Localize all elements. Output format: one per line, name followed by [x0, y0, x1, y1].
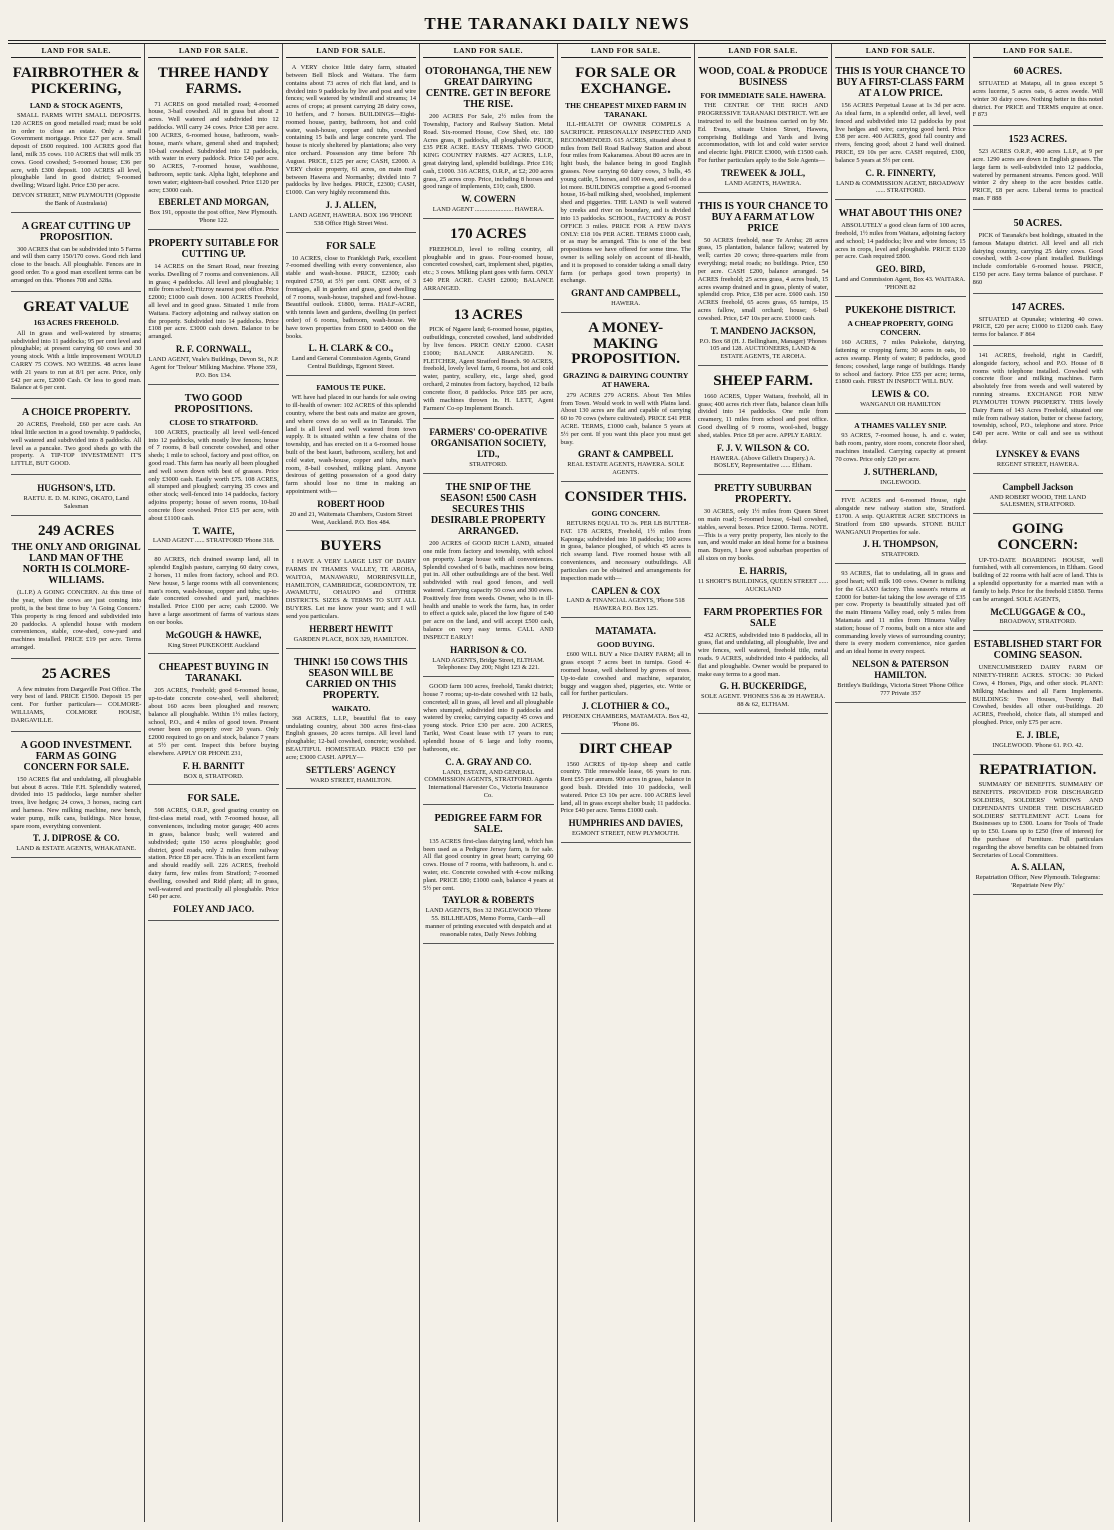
column-heading: LAND FOR SALE.	[561, 44, 691, 58]
ad-subheadline: A GREAT CUTTING UP PROPOSITION.	[21, 220, 131, 243]
agent-name: EBERLET AND MORGAN,	[158, 197, 269, 208]
classified-ad	[835, 494, 965, 564]
ad-subheadline: TWO GOOD PROPOSITIONS.	[174, 392, 253, 415]
agent-name: C. R. FINNERTY,	[865, 167, 936, 178]
classified-ad	[698, 196, 828, 366]
agent-address: STRATFORD.	[881, 551, 920, 559]
ad-body-text: 156 ACRES Perpetual Lease at 1s 3d per acre. As ideal farm, in a splendid order, all level, well fenced and subdivided into 12 paddocks by post live hedges and wire; carrying good herd. Price £38 per acre. 400 ACRES, good fall country and rivers, fencing good; about 2 hand well drained. PRICE, £9 10s per acre. CASH required, £300, balance 5 years at 5½ per cent.	[835, 102, 966, 164]
ad-body-text: 10 ACRES, close to Frankleigh Park, excellent 7-roomed dwelling with every convenience, also stable and wash-house. PRICE, £2300; cash required £750, at 5½ per cent. ONE acre, of 3 frontages, all in garden and grass, good dwelling of 7 rooms, wash-house, trapshed and fowl-house. Beautiful outlook. £1800, terms. HALF-ACRE, with tennis lawn and gardens, dwelling (in perfect order) of 6 rooms, bathroom, wash-house. We have town properties from £600 to £4000 on the books.	[285, 254, 417, 340]
classified-ad	[11, 295, 141, 400]
ad-caption: GOING CONCERN.	[591, 508, 660, 518]
ad-subheadline: PEDIGREE FARM FOR SALE.	[434, 812, 543, 835]
ad-body-text: 205 ACRES, Freehold; good 6-roomed house, up-to-date concrete cow-shed, well sheltered; about 160 acres been ploughed and resown; balance all ploughable. Within 1½ miles factory, school, P.O., and 4 miles of good town. Present owner been on property over 20 years. Only £2000 required to go on and stock, balance 7 years at 5½ per cent. Inspect this before buying elsewhere. APPLY OR PHONE 231,	[148, 687, 279, 757]
classified-ad	[148, 657, 278, 785]
ad-subheadline: A GOOD INVESTMENT. FARM AS GOING CONCERN FOR SALE.	[20, 739, 132, 773]
ad-subheadline: THIS IS YOUR CHANCE TO BUY A FARM AT LOW PRICE	[698, 200, 828, 234]
column-heading: LAND FOR SALE.	[423, 44, 553, 58]
classified-ad	[835, 417, 965, 491]
ad-body-text: SUMMARY OF BENEFITS. SUMMARY OF BENEFITS. PROVIDED FOR DISCHARGED SOLDIERS, SOLDIERS' WIDOWS AND DEPENDANTS UNDER THE DISCHARGED SOLDIERS' SETTLEMENT ACT. Loans for Businesses up to £300. Loans for Tools of Trade up to £50. Loans up to £250 (free of interest) for the purchase of Furniture. Full particulars regarding the above benefits can be obtained from Secretaries of Local Committees.	[972, 781, 1103, 859]
agent-name: R. F. CORNWALL,	[175, 344, 252, 355]
ad-body-text: 598 ACRES, O.R.P., good grazing country on first-class metal road, with 7-roomed house, all conveniences, including motor garage; 400 acres in grass, balance bush; well watered and subdivided; quite 150 acres ploughable; good district, good roads, only 2 miles from railway station. Price £8 per acre. This is an excellent farm and should readily sell. 226 ACRES, freehold dairy farm, few miles from Stratford; 7-roomed dwelling, cowshed and Ridd plant; all in grass, well-watered and practically all ploughable. Price £40 per acre.	[148, 807, 279, 901]
ad-subheadline: WOOD, COAL & PRODUCE BUSINESS	[698, 66, 828, 89]
classified-ad	[423, 680, 553, 805]
ad-caption: THE CHEAPEST MIXED FARM IN TARANAKI.	[565, 100, 687, 119]
ad-body-text: FIVE ACRES and 6-roomed House, right alongside new railway station site, Stratford. £1700. A snip. QUARTER ACRE SECTIONS in Stratford from £80 upwards. STONE BUILT WANGANUI Properties for sale.	[835, 497, 966, 536]
ad-subheadline: CHEAPEST BUYING IN TARANAKI.	[158, 662, 269, 685]
newspaper-title: THE TARANAKI DAILY NEWS	[424, 14, 690, 33]
column-heading: LAND FOR SALE.	[698, 44, 828, 58]
agent-name: McCLUGGAGE & CO.,	[990, 606, 1086, 617]
ad-caption: GOOD BUYING.	[596, 640, 655, 650]
column-heading: LAND FOR SALE.	[148, 44, 278, 58]
agent-name: Campbell Jackson	[1002, 481, 1074, 492]
classified-ad	[561, 61, 691, 313]
ad-headline: SHEEP FARM.	[713, 373, 813, 390]
ad-body-text: ABSOLUTELY a good clean farm of 100 acres, freehold, 1½ miles from Waitara, adjoining factory and school; 14 paddocks; live and wire fences; 15 acres in crops, level and ploughable. PRICE £120 per acre. Cash required £800.	[835, 222, 966, 261]
agent-address: BOX 8, STRATFORD.	[183, 772, 244, 780]
agent-address: AND ROBERT WOOD, THE LAND SALESMEN, STRATFORD.	[989, 493, 1086, 509]
classified-ad	[11, 216, 141, 292]
agent-name: HUMPHRIES AND DAVIES,	[568, 818, 683, 829]
classified-ad	[973, 517, 1103, 631]
ad-headline: 249 ACRES	[38, 522, 115, 539]
ad-body-text: 30 ACRES, only 1½ miles from Queen Street on main road; 5-roomed house, 6-bail cowshed, stables, several boxes. Price £2000. Terms. NOTE.—This is a very pretty property, lies nicely to the sun, and would make an ideal home for a business man. Buyers, I have good suburban properties of all sizes on my books.	[697, 508, 829, 563]
column-1	[8, 44, 145, 1522]
classified-ad	[423, 422, 553, 474]
advertisement-columns	[8, 43, 1106, 1522]
agent-address: LAND AGENTS, HAWERA.	[724, 179, 802, 187]
agent-address: Land and General Commission Agents, Grand Central Buildings, Egmont Street.	[291, 355, 411, 371]
classified-ad	[973, 758, 1103, 895]
classified-ad	[835, 567, 965, 703]
agent-name: McGOUGH & HAWKE,	[165, 629, 262, 640]
ad-body-text: RETURNS EQUAL TO 3s. PER LB BUTTER-FAT. 178 ACRES, Freehold, 1½ miles from Kaponga; subdivided into 18 paddocks; 100 acres in grass, balance ploughed, of which 45 acres is rich swamp land. Five roomed house with all conveniences, and necessary outbuildings. All particulars can be obtained and arrangements for inspection made with—	[560, 520, 691, 582]
ad-subheadline: FOR SALE.	[187, 793, 240, 805]
agent-address: INGLEWOOD.	[880, 478, 921, 486]
ad-body-text: 20 ACRES, Freehold, £60 per acre cash. An ideal little section in a good township. 9 paddocks, well watered and subdivided into 8 paddocks. All level as a pancake. Two good sheds go with the property. A TIP-TOP INVESTMENT! IT'S LITTLE, BUT GOOD.	[11, 421, 142, 468]
agent-address: Brittley's Buildings, Victoria Street 'Phone Office 777 Private 357	[837, 682, 964, 697]
classified-ad	[973, 477, 1103, 515]
agent-address: Box 191, opposite the post office, New Plymouth. 'Phone 122.	[149, 209, 278, 225]
agent-name: LEWIS & CO.	[871, 389, 930, 400]
ad-subheadline: THIS IS YOUR CHANCE TO BUY A FIRST-CLASS FARM AT A LOW PRICE.	[835, 66, 966, 100]
classified-ad	[698, 602, 828, 714]
ad-headline: REPATRIATION.	[979, 761, 1097, 778]
agent-address: HAWERA. (Above Gillett's Drapery.) A. BOSLEY, Representative ...... Eltham.	[710, 454, 816, 470]
agent-address: INGLEWOOD. 'Phone 61. P.O. 42.	[992, 741, 1084, 749]
classified-ad	[835, 61, 965, 200]
classified-ad	[561, 485, 691, 618]
agent-name: TREWEEK & JOLL,	[720, 167, 806, 178]
column-8	[970, 44, 1106, 1522]
ad-caption: A CHEAP PROPERTY, GOING CONCERN.	[847, 318, 954, 338]
ad-body-text: UP-TO-DATE BOARDING HOUSE, well furnished, with all conveniences, in Eltham. Good building of 22 rooms with half acre of land. This is a splendid opportunity for a married man with a family to help. Price for the freehold £1850. Terms can be arranged. SOLE AGENTS,	[972, 556, 1103, 603]
ad-body-text: 50 ACRES freehold, near Te Aroha; 28 acres grass, 15 plantation, balance fallow; watered by well; carries 20 cows; three-quarters mile from everything; metal roads; no buildings. Price, £50 per acre. CASH £200, balance arranged. 54 ACRES freehold; 25 acres grass, 4 acres bush, 15 acres swamp drained and in grass, plenty of water, splendid crop. Price, £38 per acre. £600 cash. 150 ACRES freehold, 65 acres grass, 65 turnips, 15 acres fallow, small orchard; house; 6-bail cowshed. Price, £47 10s per acre. £1000 cash.	[697, 236, 829, 322]
agent-name: T. MANDENO JACKSON,	[710, 325, 816, 336]
ad-headline: 13 ACRES	[453, 306, 523, 323]
agent-address: LAND AGENT ........................ HAWERA.	[432, 206, 544, 214]
ad-subheadline: A CHOICE PROPERTY.	[21, 407, 131, 419]
ad-body-text: I HAVE A VERY LARGE LIST OF DAIRY FARMS IN THAMES VALLEY, TE AROHA, WAITOA, MANAWARU, MORRINSVILLE, HAMILTON, CAMBRIDGE, GORDONTON, TE AWAMUTU, OHAUPO and OTHER DISTRICTS. SIZES & TERMS TO SUIT ALL BUYERS. Let me know your want; and I will send you particulars.	[285, 558, 417, 620]
agent-name: W. COWERN	[461, 194, 516, 205]
ad-subheadline: THE SNIP OF THE SEASON! £500 CASH SECURES THIS DESIRABLE PROPERTY ARRANGED.	[430, 482, 546, 538]
agent-address: LAND AGENTS, Box 32 INGLEWOOD 'Phone 55. BILLHEADS, Memo Forms, Cards—all manner of printing executed with despatch and at reasonable rates, Daily News Jobbing	[425, 907, 552, 938]
ad-subheadline: MATAMATA.	[595, 626, 656, 638]
ad-subheadline: PRETTY SUBURBAN PROPERTY.	[714, 483, 812, 506]
ad-body-text: 93 ACRES, 7-roomed house, h. and c. water, bath room, pantry, store room, concrete floor shed, machines installed. Carrying capacity at present 70 cows. Price only £20 per acre.	[835, 432, 966, 463]
ad-body-text: 300 ACRES that can be subdivided into 5 Farms and will then carry 150/170 cows. Good rich land close to the beach. All ploughable. Fences are in good order. To a good man excellent terms can be arranged on this. 'Phones 708 and 328a.	[11, 245, 142, 284]
classified-ad	[423, 222, 553, 300]
agent-address: EGMONT STREET, NEW PLYMOUTH.	[571, 830, 680, 838]
agent-name: FARMERS' CO-OPERATIVE ORGANISATION SOCIETY, LTD.,	[429, 427, 548, 460]
agent-address: SOLE AGENT. 'PHONES 536 & 39 HAWERA. 88 & 62, ELTHAM.	[701, 693, 826, 709]
ad-subheadline: PUKEKOHE DISTRICT.	[845, 304, 956, 316]
ad-caption: LAND & STOCK AGENTS,	[29, 100, 123, 110]
ad-caption: FOR IMMEDIATE SALE. HAWERA.	[700, 91, 826, 101]
ad-body-text: 523 ACRES O.R.P., 400 acres L.I.P., at 9 per acre. 1290 acres are down in English grasses. The large farm is well-subdivided into 12 paddocks, watered by permanent streams. Fences good. Will winter 2 dry sheep to the acre besides cattle. PRICE, £8 per acre. Liberal terms to practical man. F 888	[972, 148, 1103, 203]
agent-name: J. SUTHERLAND,	[863, 466, 938, 477]
column-3	[283, 44, 420, 1522]
ad-body-text: 141 ACRES, freehold, right in Cardiff, alongside factory, school and P.O. House of 8 rooms with telephone installed. Cowshed with concrete floor and milking machines. Farm absolutely free from weeds and well watered by running streams. EXCHANGE FOR NEW PLYMOUTH TOWN PROPERTY. THIS lovely Dairy Farm of 143 Acres Freehold, situated one mile from railway station, butter or cheese factory, township, school, P.O., telephone and store. Price £40 per acre. Write or call and see us without delay.	[972, 352, 1103, 445]
agent-name: GRANT & CAMPBELL	[578, 449, 674, 460]
column-6	[695, 44, 832, 1522]
agent-name: GRANT AND CAMPBELL,	[571, 288, 681, 299]
classified-ad	[148, 61, 278, 230]
ad-body-text: 160 ACRES, 7 miles Pukekohe, dairying, fattening or cropping farm; 30 acres in oats, 10 acres swamp. Plenty of water; 8 paddocks, good fences; cowshed, large range of buildings. Handy to school and factory. Price £55 per acre; terms, £1800 cash. FIRST IN INSPECT WILL BUY.	[835, 339, 966, 386]
column-4	[420, 44, 557, 1522]
classified-ad	[973, 213, 1103, 294]
ad-caption: WAIKATO.	[331, 703, 371, 713]
ad-caption: CLOSE TO STRATFORD.	[169, 417, 258, 427]
ad-body-text: ILL-HEALTH OF OWNER COMPELS A SACRIFICE. PERSONALLY INSPECTED AND RECOMMENDED. 615 ACRES, situated about 8 miles from Bell Road Railway Station and about four miles from Kakaramea. About 80 acres are in light bush, the balance being in good English grasses. Now carrying 60 dairy cows, 3 bulls, 45 young cattle, 5 horses, and 100 ewes, and will do a lot more. BUILDINGS comprise a good 6-roomed house, 16-bail milking shed, woolshed, implement shed and piggeries. THE LAND is well watered by creeks and river on boundary, and is divided into 13 paddocks. SCHOOL, FACTORY & POST OFFICE 3 miles. PRICE FOR A FEW DAYS ONLY: £18 10s PER ACRE. TERMS £1000 cash, or as may be arranged. This is one of the best propositions we have offered for some time. The owner is selling solely on account of ill-health, and it is proposed to consider taking a small dairy farm (or perhaps good town property) in exchange.	[560, 121, 691, 285]
agent-address: Land and Commission Agent, Box 43. WAITARA. 'PHONE 82	[835, 276, 966, 292]
classified-ad	[835, 203, 965, 297]
ad-subheadline: 147 ACRES.	[1011, 301, 1065, 313]
ad-subheadline: 60 ACRES.	[1013, 66, 1062, 78]
classified-ad	[11, 478, 141, 516]
column-heading: LAND FOR SALE.	[286, 44, 416, 58]
classified-ad	[148, 388, 278, 551]
classified-ad	[11, 735, 141, 858]
ad-caption: GRAZING & DAIRYING COUNTRY AT HAWERA.	[562, 371, 689, 390]
ad-caption: FAMOUS TE PUKE.	[316, 383, 386, 393]
ad-subheadline: PROPERTY SUITABLE FOR CUTTING UP.	[148, 237, 279, 260]
agent-address: DEVON STREET, NEW PLYMOUTH (Opposite the Bank of Australasia)	[12, 192, 141, 207]
ad-body-text: 279 ACRES 279 ACRES. About Ten Miles from Town. Would work in well with Plains land. About 130 acres are flat and capable of carrying 60 to 70 cows (where cultivated). PRICE £41 PER ACRE. TERMS, £1000 cash, balance 5 years at 5½ per cent. If you want this place you must get busy.	[560, 391, 691, 446]
agent-name: LYNSKEY & EVANS	[995, 448, 1080, 459]
agent-name: J. CLOTHIER & CO.,	[581, 701, 670, 712]
ad-body-text: A few minutes from Dargaville Post Office. The very best of land. PRICE £1500. Deposit 15 per cent. For further particulars— COLMORE-WILLIAMS, COLMORE HOUSE, DARGAVILLE.	[11, 685, 142, 724]
ad-subheadline: THINK! 150 COWS THIS SEASON WILL BE CARRIED ON THIS PROPERTY.	[294, 656, 408, 701]
ad-body-text: (L.I.P.) A GOING CONCERN. At this time of the year, when the cows are just coming into profit, is the best time to buy 'A Going Concern.' This property is ring fenced and subdivided into 20 paddocks. A splendid house with modern conveniences, stable, cow-shed, cow-yard and machines installed. PRICE £19 per acre. Terms arranged.	[11, 589, 142, 652]
ad-body-text: SMALL FARMS WITH SMALL DEPOSITS. 120 ACRES on good metalled road; must be sold in order to close an estate. Only a small Government mortgage. Price £27 per acre. Small deposit of £600 required. 100 ACRES good flat land, milk 35 cows. 110 ACRES that will milk 35 cows. Good cowshed; 5-roomed house; £36 per acre, with £300 deposit. 100 ACRES all level, ploughable land in good district; 9-roomed dwelling; Wizard light. Price £30 per acre.	[11, 111, 142, 190]
agent-address: LAND & FINANCIAL AGENTS, 'Phone 518 HAWERA P.O. Box 125.	[566, 597, 685, 613]
classified-ad	[698, 478, 828, 598]
ad-headline: GOING CONCERN:	[997, 521, 1079, 553]
classified-ad	[698, 61, 828, 193]
agent-name: NELSON & PATERSON HAMILTON.	[852, 659, 949, 681]
ad-caption: A THAMES VALLEY SNIP.	[854, 421, 947, 431]
agent-name: HERBERT HEWITT	[309, 623, 393, 634]
agent-address: WARD STREET, HAMILTON.	[310, 776, 392, 784]
agent-name: ROBERT HOOD	[317, 498, 385, 509]
classified-ad	[973, 129, 1103, 210]
ad-headline: FOR SALE OR EXCHANGE.	[575, 65, 677, 97]
ad-headline: GREAT VALUE	[23, 298, 130, 315]
ad-body-text: 368 ACRES, L.I.P., beautiful flat to easy undulating country, about 300 acres first-class English grasses, 20 acres turnips. All level land ploughable; 12-bail cowshed, concrete; woolshed. BEAUTIFUL HOMESTEAD. PRICE £50 per acre; £3000 CASH. APPLY—	[285, 714, 417, 761]
agent-name: SETTLERS' AGENCY	[306, 764, 396, 775]
agent-address: STRATFORD.	[469, 461, 508, 469]
ad-body-text: GOOD farm 100 acres, freehold, Taraki district; house 7 rooms; up-to-date cowshed with 12 bails, concreted; all in grass, all level and all ploughable when stumped, subdivided into 8 paddocks and watered by creeks; carrying capacity 45 cows and young stock. Price £30 per acre. 200 ACRES, Tariki, West Coast lease with 17 years to run; splendid house of 6 large and lofty rooms, bathroom, etc.	[423, 683, 554, 753]
ad-subheadline: THE ONLY AND ORIGINAL LAND MAN OF THE NORTH IS COLMORE-WILLIAMS.	[11, 542, 141, 587]
agent-address: HAWERA.	[611, 300, 641, 308]
column-7	[832, 44, 969, 1522]
agent-address: LAND AGENT ...... STRATFORD 'Phone 318.	[152, 537, 275, 545]
classified-ad	[286, 652, 416, 790]
ad-body-text: 135 ACRES first-class dairying land, which has been used as a Pedigree Jersey farm, is for sale. All flat good country in great heart; carrying 60 cows. House of 7 rooms, with bathroom, h. and c. water, etc. Concrete cowshed with 4-cow milking plant. PRICE £80; £1000 cash, balance 4 years at 5½ per cent.	[423, 837, 554, 892]
masthead	[8, 6, 1106, 41]
agent-address: REGENT STREET, HAWERA.	[996, 460, 1079, 468]
agent-name: HUGHSON'S, LTD.	[37, 483, 116, 494]
ad-body-text: THE CENTRE OF THE RICH AND PROGRESSIVE TARANAKI DISTRICT. WE are instructed to sell the business carried on by Mr. Ed. Evans, situate Union Street, Hawera, comprising Buildings and Yards and living accommodation, with lot and cold water service and electric light. PRICE £3000, with £1500 cash. For further particulars apply to the Sole Agents—	[697, 102, 829, 165]
ad-headline: FAIRBROTHER & PICKERING,	[12, 65, 140, 97]
classified-ad	[148, 233, 278, 385]
classified-ad	[423, 477, 553, 677]
column-5	[558, 44, 695, 1522]
ad-headline: A MONEY-MAKING PROPOSITION.	[571, 319, 681, 368]
classified-ad	[973, 61, 1103, 126]
ad-body-text: 80 ACRES, rich drained swamp land, all in splendid English pasture, carrying 60 dairy cows, 2 horses, 11 miles from factory, school and P.O. New house, 5 large rooms with all conveniences; man's room, wash-house, copper and tubs; up-to-date concreted cowshed and yard, machines installed. Price £100 per acre; cash £2000. We have a large assortment of farms of various sizes on our books.	[148, 556, 279, 626]
ad-body-text: 200 ACRES For Sale, 2½ miles from the Township, Factory and Railway Station. Metal Road. Six-roomed House, Cow Shed, etc. 180 Acres grass, 8 paddocks, all ploughable. PRICE, £35 PER ACRE. EASY TERMS. TWO GOOD KING COUNTRY FARMS. 427 ACRES, L.I.P., great dairying land, splendid buildings. Price £16; cash, £1000. 316 ACRES, O.R.P., at £2; 200 acres grass, 25 acres crop. Price, including 8 horses and good range of implements, £10; cash, £800.	[423, 113, 554, 191]
agent-name: J. J. ALLEN,	[325, 199, 377, 210]
agent-name: E. HARRIS,	[739, 565, 787, 576]
ad-headline: THREE HANDY FARMS.	[157, 65, 270, 97]
ad-subheadline: ESTABLISHED START FOR COMING SEASON.	[973, 639, 1102, 662]
classified-ad	[11, 662, 141, 732]
ad-body-text: SITUATED at Opunake; wintering 40 cows. PRICE, £20 per acre; £1000 to £1200 cash. Easy terms for balance. F 864	[972, 315, 1103, 339]
agent-address: LAND, ESTATE, AND GENERAL COMMISSION AGENTS, STRATFORD. Agents International Harvester Co., Victoria Insurance Co.	[424, 768, 553, 799]
ad-headline: DIRT CHEAP	[579, 740, 673, 757]
ad-body-text: £600 WILL BUY a Nice DAIRY FARM; all in grass except 7 acres beet in turnips. Good 4-roomed house, well sheltered by groves of trees. Up-to-date cowshed and machine, separator, buggy and waggon shed, piggeries, etc. Write or call for further particulars.	[560, 651, 691, 698]
agent-address: LAND AGENT, HAWERA. BOX 196 'PHONE 538 Office High Street West.	[289, 211, 413, 227]
classified-ad	[835, 300, 965, 414]
agent-name: J. H. THOMPSON,	[862, 539, 938, 550]
ad-body-text: A VERY choice little dairy farm, situated between Bell Block and Waitara. The farm contains about 73 acres of rich flat land, and is divided into 9 paddocks by live and post and wire fences; well watered by windmill and streams; 14 acres of crops; at present carrying 28 dairy cows, 10 heifers, and 7 horses. BUILDINGS—Eight-roomed house, pantry, bathroom, hot and cold water, wash-house, copper and tubs, cowshed containing 15 bails and large concrete yard. The house is nicely sheltered by plantations; also very nice orchard. Possession any time before 7th August. PRICE, £125 per acre; CASH, £2000. A VERY choice property, 61 acres, on main road between Hawera and Normanby; divided into 7 paddocks by live hedges. PRICE, £2300; CASH, £1000. Can very highly recommend this.	[285, 64, 417, 197]
classified-ad	[11, 61, 141, 213]
ad-body-text: PICK of Taranaki's best holdings, situated in the famous Matapu district. All level and all rich dairying country, carrying 25 dairy cows. Good cowshed, with 2-cow plant installed. Buildings include comfortable 6-roomed house. PRICE, £150 per acre. Easy terms balance of purchase. F 860	[972, 231, 1103, 286]
agent-address: LAND & COMMISSION AGENT, BROADWAY ...... STRATFORD.	[836, 179, 965, 195]
ad-caption: 163 ACRES FREEHOLD.	[33, 318, 119, 328]
agent-address: BROADWAY, STRATFORD.	[999, 618, 1077, 626]
agent-name: TAYLOR & ROBERTS	[442, 895, 535, 906]
agent-address: WANGANUI OR HAMILTON	[860, 401, 941, 409]
agent-name: C. A. GRAY AND CO.	[445, 756, 532, 767]
column-heading: LAND FOR SALE.	[973, 44, 1103, 58]
classified-ad	[561, 737, 691, 843]
ad-subheadline: WHAT ABOUT THIS ONE?	[838, 208, 963, 220]
classified-ad	[148, 788, 278, 921]
column-heading: LAND FOR SALE.	[11, 44, 141, 58]
agent-name: GEO. BIRD,	[875, 264, 926, 275]
classified-ad	[148, 553, 278, 654]
classified-ad	[286, 236, 416, 377]
agent-address: LAND AGENT, Veale's Buildings, Devon St., N.P. Agent for 'Trelour' Milking Machine. 'Phone 359, P.O. Box 134.	[148, 356, 279, 379]
ad-subheadline: 50 ACRES.	[1013, 217, 1062, 229]
classified-ad	[561, 621, 691, 734]
ad-body-text: 1560 ACRES of tip-top sheep and cattle country. Title renewable lease, 66 years to run. Rent £55 per annum. 900 acres in grass, balance in good bush. Divided into 10 paddocks, well watered. Price £3 10s per acre. 100 ACRES level land, all in grass except shelter bush; 11 paddocks. Price £40 per acre. Terms £1000 cash.	[560, 760, 691, 815]
ad-subheadline: FOR SALE	[326, 240, 376, 252]
agent-address: 20 and 21, Waitemata Chambers, Custom Street West, Auckland. P.O. Box 484.	[289, 510, 413, 526]
ad-headline: 170 ACRES	[450, 226, 527, 243]
agent-address: LAND AGENTS, Bridge Street, ELTHAM. Telephones: Day 200; Night 123 & 221.	[432, 656, 545, 672]
agent-address: P.O. Box 68 (H. J. Bellingham, Manager) 'Phones 105 and 128. AUCTIONEERS, LAND & ESTATE AGENTS, TE AROHA.	[699, 337, 827, 361]
agent-address: PHOENIX CHAMBERS, MATAMATA. Box 42, 'Phone 86.	[562, 713, 689, 729]
agent-name: L. H. CLARK & CO.,	[308, 343, 394, 354]
ad-subheadline: OTOROHANGA, THE NEW GREAT DAIRYING CENTRE. GET IN BEFORE THE RISE.	[425, 66, 552, 111]
classified-ad	[286, 61, 416, 232]
classified-ad	[423, 303, 553, 420]
classified-ad	[11, 402, 141, 475]
ad-body-text: All in grass and well-watered by streams; subdivided into 11 paddocks; 95 per cent level and ploughable; at present carrying 60 cows and 30 young stock. With a little improvement WOULD CARRY 75 COWS. NO WEEDS. 48 acres lease with 21 years to run at 8/1 per acre. Price, only £42 per acre, £2000 Cash. Or less to good man. Balance at 6 per cent.	[11, 329, 142, 392]
agent-name: FOLEY AND JACO.	[173, 904, 255, 915]
ad-headline: BUYERS	[320, 538, 382, 555]
ad-body-text: 150 ACRES flat and undulating, all ploughable but about 8 acres. Title F.H. Splendidly watered, divided into 15 paddocks, large number shelter trees, live hedges; 24 cows, 3 horses, racing cart and harness. New milking machine, new bench, water pump, milk cans, buildings. Nice house, spare room, everything convenient.	[11, 775, 142, 830]
agent-name: T. J. DIPROSE & CO.	[32, 833, 120, 844]
agent-name: T. WAITE,	[192, 525, 235, 536]
classified-ad	[561, 316, 691, 482]
agent-name: F. J. V. WILSON & CO.	[716, 442, 810, 453]
agent-address: 11 SHORT'S BUILDINGS, QUEEN STREET ...... AUCKLAND	[698, 577, 829, 593]
ad-body-text: FREEHOLD, level to rolling country, all ploughable and in grass. Four-roomed house, concreted cowshed, cart, implement shed, pigsties, etc.; 3 cows. Milking plant goes with farm. ONLY £40 PER ACRE. CASH £2000; BALANCE ARRANGED.	[423, 245, 554, 292]
ad-headline: CONSIDER THIS.	[564, 489, 687, 506]
ad-body-text: SITUATED at Matapu, all in grass except 5 acres lucerne, 5 acres oats, 6 acres swede. Will winter 30 dairy cows. Nothing better in this noted district. For PRICE and TERMS enquire at once. F 873	[972, 80, 1103, 119]
agent-address: REAL ESTATE AGENTS, HAWERA. SOLE AGENTS.	[567, 461, 685, 477]
ad-body-text: WE have had placed in our hands for sale owing to ill-health of owner: 102 ACRES of this splendid country, where the best oats and maize are grown, and where cows do so well as in Taranaki. The land is all level and well watered from town supply. It is situated within a few chains of the township, and has erected on it a 6-roomed house built of the best kauri, bathroom, scullery, hot and cold water, wash-house, copper and tubs, man's room, 8-bail cowshed, milking plant. Anyone desirous of getting possession of a good dairy farm should lose no time in making an appointment with—	[285, 394, 417, 496]
classified-ad	[286, 379, 416, 531]
ad-body-text: 100 ACRES, practically all level well-fenced into 12 paddocks, with mostly live fences; house of 7 rooms, 8 bail concrete cowshed, and other sheds; 1 mile to school, factory and post office, on good road. This farm has nearly all been ploughed and well sown down with best of grasses. Price only £3000 cash. Easily worth £75. 108 ACRES, all stumped and ploughed; carrying 35 cows and other stock; well-fenced into 14 paddocks, factory adjoins property; house of seven rooms, 10-bail concrete floor cowshed. Price £15 per acre, with about £1100 cash.	[148, 428, 279, 522]
agent-name: E. J. IBLE,	[1016, 729, 1060, 740]
ad-body-text: PICK of Ngaere land; 6-roomed house, pigsties, outbuildings, concreted cowshed, land subdivided by live fences. PRICE ONLY £2000. CASH £1000; BALANCE ARRANGED. N. FLETCHER, Agent Stratford Branch. 90 ACRES, freehold, lovely level farm, 6 rooms, hot and cold water, pantry, scullery, etc., large shed, good orchard, 2 minutes from factory, baychod, 12 bails concrete floor, 8 paddocks. Price £85 per acre, with machines thrown in. H. LETT, Agent Farmers' Co-op Implement Branch.	[423, 326, 554, 412]
agent-name: A. S. ALLAN,	[1010, 862, 1065, 873]
ad-body-text: 1660 ACRES, Upper Waitara, freehold, all in grass; 400 acres rich river flats, balance clean hills divided into 14 paddocks. One mile from creamery, 11 miles from school and post office. Good dwelling of 9 rooms, wool-shed, buggy shed, stables. Price £8 per acre. APPLY EARLY.	[697, 392, 829, 439]
classified-ad	[286, 534, 416, 648]
classified-ad	[973, 297, 1103, 346]
classified-ad	[423, 808, 553, 944]
ad-body-text: 14 ACRES on the Smart Road, near freezing works. Dwelling of 7 rooms and conveniences. All in grass; 4 paddocks. All level and ploughable; 1 mile from school; Fitzroy nearest post office. Price £2000; £1000 cash down. 100 ACRES Freehold, all level and in good grass. Situated 1 mile from Waitara. Factory adjoining and railway station on the property. Subdivided into 14 paddocks. Price £108 per acre. £3000 cash down. Balance to be arranged.	[148, 262, 279, 341]
column-2	[145, 44, 282, 1522]
agent-name: CAPLEN & COX	[591, 585, 661, 596]
agent-address: GARDEN PLACE, BOX 329, HAMILTON.	[293, 635, 409, 643]
agent-address: King Street PUKEKOHE Auckland	[167, 641, 260, 649]
ad-body-text: 93 ACRES, flat to undulating, all in grass and good heart; will milk 100 cows. Owner is milking for the GLAXO factory. This season's returns at £2000 for butter-fat taking the low average of £35 per cow. Property is beautifully situated just off the main Hinuera Valley road, only 5 miles from Matamata and 11 miles from Hinuera Valley station; house of 7 rooms, built on a nice site and commanding lovely views of surrounding country; there is every modern convenience, nice garden and an ideal home in every respect.	[835, 570, 966, 656]
ad-subheadline: 1523 ACRES.	[1008, 134, 1067, 146]
agent-address: LAND & ESTATE AGENTS, WHAKATANE.	[16, 845, 137, 853]
agent-name: G. H. BUCKERIDGE,	[719, 681, 807, 692]
ad-body-text: 200 ACRES of GOOD RICH LAND, situated one mile from factory and township, with school on property. Large house with all conveniences. Splendid cowshed of 6 bails, machines now being put in. All other outbuildings are of the best. Well subdivided with real good fences, and well watered. Carrying capacity 50 cows and 300 ewes. Positively free from weeds. Owner, who is in ill-health and unable to work the farm, has, in order to effect a quick sale, placed the low figure of £40 per acre on the land, and will accept £500 cash, balance on very easy terms. CALL AND INSPECT EARLY!	[423, 540, 554, 641]
ad-body-text: 71 ACRES on good metalled road; 4-roomed house, 3-bail cowshed. All in grass but about 2 acres. Well watered and subdivided into 12 paddocks. Will carry 24 cows. Price £38 per acre. 100 ACRES, 6-roomed house, bathroom, wash-house, man's whare, general shed and trapshed; 10-bail cowshed. Subdivided into 12 paddocks, with water in every paddock. Price £40 per acre. 90 ACRES, 7-roomed house, washhouse, bathroom, septic tank. Alpha light, telephone and town water; eighteen-bail cowshed. Price £120 per acre; £3000 cash.	[148, 100, 279, 194]
ad-body-text: 452 ACRES, subdivided into 8 paddocks, all in grass, flat and undulating, all ploughable, live and wire fences, well watered, freehold title, metal roads. 9 ACRES, subdivided into 4 paddocks, all flat and ploughable. Owner would be prepared to make easy terms to a good man.	[697, 631, 829, 678]
agent-name: HARRISON & CO.	[450, 644, 527, 655]
classified-ad	[11, 519, 141, 659]
agent-name: F. H. BARNITT	[182, 760, 245, 771]
classified-ad	[973, 634, 1103, 754]
classified-ad	[423, 61, 553, 219]
ad-subheadline: FARM PROPERTIES FOR SALE	[703, 606, 823, 629]
column-heading: LAND FOR SALE.	[835, 44, 965, 58]
ad-headline: 25 ACRES	[41, 665, 111, 682]
classified-ad	[973, 349, 1103, 474]
ad-body-text: UNENCUMBERED DAIRY FARM OF NINETY-THREE ACRES. STOCK: 30 Picked Cows, 4 Horses, Pigs, and other stock. PLANT: Milking Machines and all Farm Implements. BUILDINGS: Two Houses, Twenty Bail Cowshed, besides all other out-buildings. 20 ACRES, Freehold, choice flats, all stumped and ploughed. Price, only £75 per acre.	[972, 664, 1103, 726]
agent-address: Repatriation Officer, New Plymouth. Telegrams: 'Repatriate New Ply.'	[975, 874, 1100, 890]
agent-address: RAETU. E. D. M. KING, OKATO, Land Salesman	[23, 495, 129, 510]
classified-ad	[698, 369, 828, 475]
